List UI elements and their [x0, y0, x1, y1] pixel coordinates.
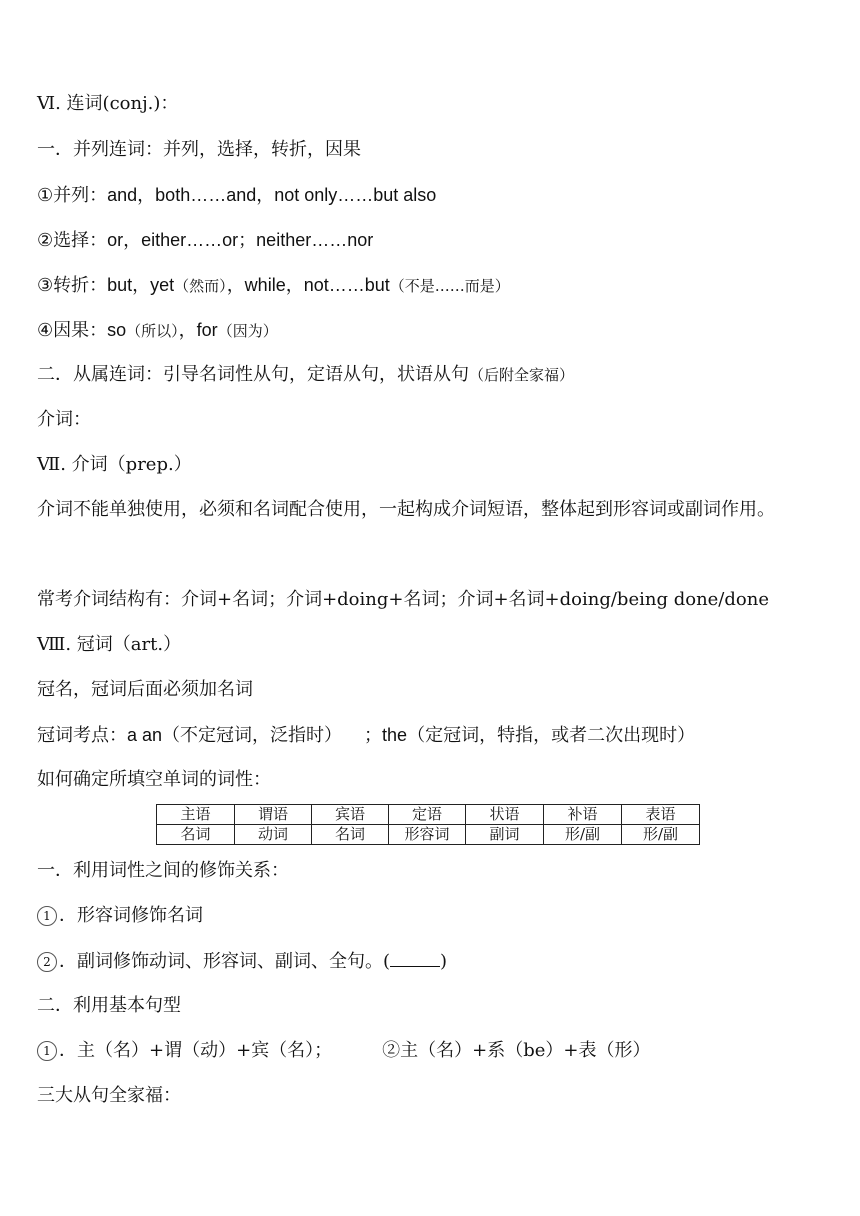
circled-number: 2	[37, 952, 57, 972]
section8-title: Ⅷ. 冠词（art.）	[37, 634, 182, 655]
fill-blank	[390, 950, 440, 967]
prep-label: 介词：	[37, 409, 91, 430]
part2-patterns: 1 ．主（名）+谓（动）+宾（名）； ②主（名）+系（be）+表（形）	[37, 1040, 651, 1062]
table-cell: 补语	[544, 805, 622, 825]
conj-item-choice: ②选择：or，either……or；neither……nor	[37, 230, 374, 250]
part1-title: 一．利用词性之间的修饰关系：	[37, 860, 289, 881]
article-key-points: 冠词考点：a an（不定冠词，泛指时） ；the（定冠词，特指，或者二次出现时）	[37, 725, 696, 746]
conj-subordinating-line: 二．从属连词：引导名词性从句，定语从句，状语从句（后附全家福）	[37, 364, 575, 385]
table-cell: 形/副	[544, 825, 622, 845]
table-cell: 状语	[466, 805, 544, 825]
table-cell: 动词	[235, 825, 312, 845]
part1-item2: 2 ．副词修饰动词、形容词、副词、全句。( )	[37, 950, 447, 973]
pos-table	[156, 804, 700, 845]
table-cell: 表语	[622, 805, 700, 825]
pos-table-row	[157, 825, 700, 845]
conj-item-parallel: ①并列：and，both……and，not only……but also	[37, 185, 437, 205]
table-cell: 形容词	[389, 825, 466, 845]
table-cell: 定语	[389, 805, 466, 825]
conj-item-cause: ④因果：so（所以），for（因为）	[37, 320, 278, 340]
table-cell: 形/副	[622, 825, 700, 845]
table-cell: 名词	[157, 825, 235, 845]
table-cell: 宾语	[312, 805, 389, 825]
clauses-family-title: 三大从句全家福：	[37, 1085, 181, 1106]
conj-coordinating-line: 一．并列连词：并列，选择，转折，因果	[37, 139, 361, 160]
article-rule: 冠名，冠词后面必须加名词	[37, 679, 253, 700]
section6-title: Ⅵ. 连词(conj.)：	[37, 93, 179, 114]
table-cell: 谓语	[235, 805, 312, 825]
prep-common-structures: 常考介词结构有：介词+名词；介词+doing+名词；介词+名词+doing/being done/done	[37, 589, 769, 610]
pos-question: 如何确定所填空单词的词性：	[37, 769, 271, 790]
part2-title: 二．利用基本句型	[37, 995, 181, 1016]
conj-item-contrast: ③转折：but，yet（然而），while，not……but（不是……而是）	[37, 275, 510, 295]
table-cell: 主语	[157, 805, 235, 825]
part1-item1: 1 ．形容词修饰名词	[37, 905, 203, 927]
table-cell: 副词	[466, 825, 544, 845]
section7-title: Ⅶ. 介词（prep.）	[37, 454, 192, 475]
prep-description: 介词不能单独使用，必须和名词配合使用，一起构成介词短语，整体起到形容词或副词作用。	[37, 499, 775, 520]
pos-table-header-row	[157, 805, 700, 825]
circled-number: 1	[37, 906, 57, 926]
table-cell: 名词	[312, 825, 389, 845]
circled-number: 1	[37, 1041, 57, 1061]
